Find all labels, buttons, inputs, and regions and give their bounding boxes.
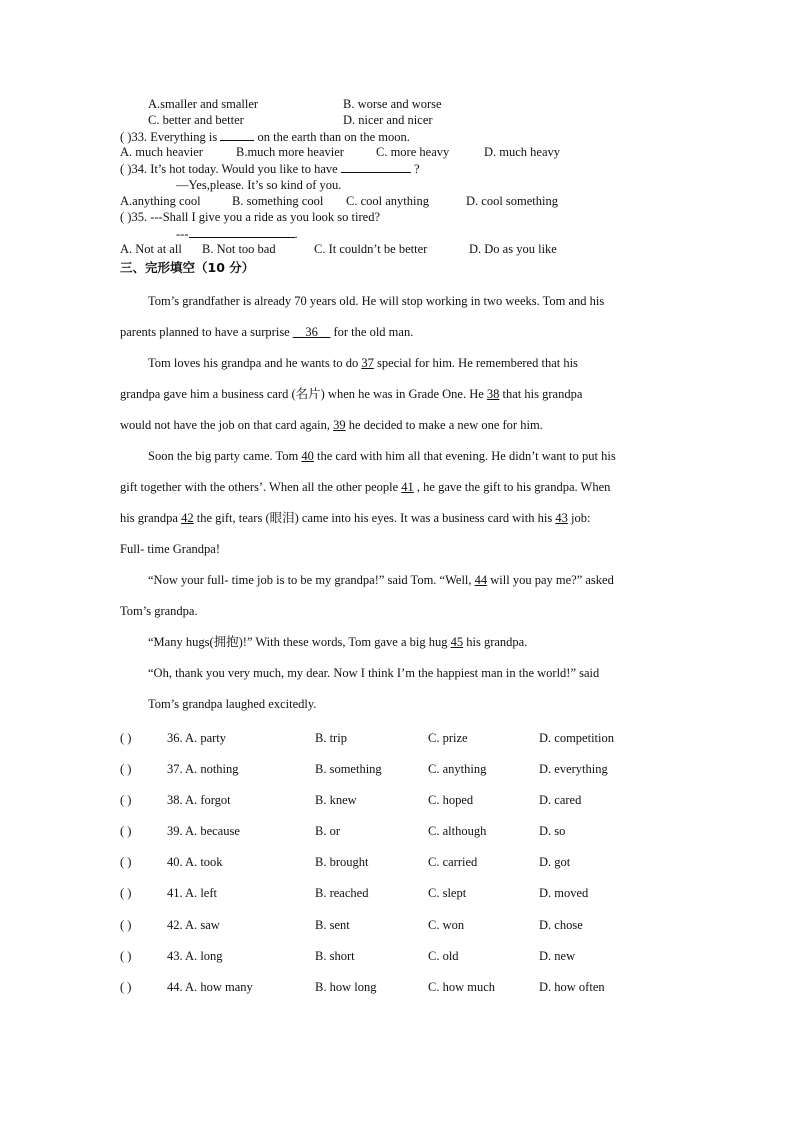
answer-paren[interactable]: ( ) <box>120 949 132 963</box>
choice-row <box>120 731 680 747</box>
blank-45: 45 <box>450 635 464 649</box>
answer-blank[interactable] <box>220 128 254 141</box>
choice-b: B. short <box>315 949 355 963</box>
passage-line <box>120 503 674 534</box>
passage-text: that his grandpa <box>499 387 583 401</box>
choice-a: 41. A. left <box>167 886 217 900</box>
passage-text: the card with him all that evening. He didn’t want to put his <box>313 449 616 463</box>
choice-d: D. competition <box>539 731 614 745</box>
passage-line: Full- time Grandpa! <box>120 542 220 556</box>
answer-paren[interactable]: ( ) <box>120 793 132 807</box>
passage-line <box>120 472 674 503</box>
option-b: B. something cool <box>232 194 324 208</box>
answer-paren[interactable]: ( ) <box>120 980 132 994</box>
choice-c: C. carried <box>428 855 478 869</box>
passage-line: “Oh, thank you very much, my dear. Now I think I’m the happiest man in the world!” said <box>148 666 600 680</box>
blank-41: 41 <box>401 480 414 494</box>
option-b: B. worse and worse <box>343 97 442 111</box>
choice-d: D. so <box>539 824 566 838</box>
answer-blank[interactable] <box>189 225 295 238</box>
choice-d: D. moved <box>539 886 589 900</box>
choice-row <box>120 793 680 809</box>
choice-a: 36. A. party <box>167 731 227 745</box>
choice-a: 37. A. nothing <box>167 762 239 776</box>
blank-42: 42 <box>181 511 194 525</box>
passage-line: Tom’s grandpa. <box>120 604 198 618</box>
question-33 <box>120 128 410 145</box>
option-b: B.much more heavier <box>236 145 344 159</box>
passage-text: his grandpa. <box>463 635 528 649</box>
cloze-passage <box>120 286 674 720</box>
passage-text: the gift, tears (眼泪) came into his eyes. It was a business card with his <box>193 511 556 525</box>
choice-b: B. sent <box>315 918 350 932</box>
answer-paren[interactable]: ( ) <box>120 886 132 900</box>
blank-43: 43 <box>555 511 568 525</box>
passage-text: he decided to make a new one for him. <box>345 418 543 432</box>
choice-d: D. how often <box>539 980 605 994</box>
option-d: D. nicer and nicer <box>343 113 433 127</box>
option-a: A. Not at all <box>120 242 182 256</box>
question-35-reply <box>176 225 298 242</box>
choice-c: C. hoped <box>428 793 474 807</box>
passage-text: for the old man. <box>330 325 414 339</box>
choice-a: 40. A. took <box>167 855 223 869</box>
choice-c: C. although <box>428 824 487 838</box>
choice-a: 38. A. forgot <box>167 793 231 807</box>
choice-b: B. trip <box>315 731 347 745</box>
choice-a: 42. A. saw <box>167 918 220 932</box>
passage-text: his grandpa <box>120 511 182 525</box>
answer-paren[interactable]: ( ) <box>120 855 132 869</box>
blank-39: 39 <box>333 418 346 432</box>
choice-d: D. cared <box>539 793 582 807</box>
passage-text: gift together with the others’. When all the other people <box>120 480 402 494</box>
passage-line <box>120 379 674 410</box>
choice-d: D. everything <box>539 762 608 776</box>
passage-line <box>120 410 674 441</box>
choice-row <box>120 855 680 871</box>
passage-text: grandpa gave him a business card (名片) when he was in Grade One. He <box>120 387 487 401</box>
question-34-reply: —Yes,please. It’s so kind of you. <box>176 178 342 192</box>
blank-40: 40 <box>301 449 314 463</box>
choice-b: B. knew <box>315 793 357 807</box>
question-34-stem-post: ? <box>410 162 420 176</box>
blank-36: __36__ <box>292 325 331 339</box>
choice-c: C. anything <box>428 762 487 776</box>
passage-text: “Many hugs(拥抱)!” With these words, Tom gave a big hug <box>148 635 451 649</box>
section-title: 三、完形填空（10 分） <box>120 260 255 275</box>
passage-text: Tom loves his grandpa and he wants to do <box>148 356 362 370</box>
question-34-stem-pre: ( )34. It’s hot today. Would you like to have <box>120 162 341 176</box>
passage-line <box>120 441 674 472</box>
option-a: A. much heavier <box>120 145 203 159</box>
choice-c: C. slept <box>428 886 467 900</box>
question-33-stem-pre: ( )33. Everything is <box>120 130 221 144</box>
passage-line <box>120 565 674 596</box>
blank-37: 37 <box>361 356 374 370</box>
passage-line <box>120 317 674 348</box>
choice-row <box>120 949 680 965</box>
option-a: A.smaller and smaller <box>148 97 259 111</box>
choice-d: D. got <box>539 855 571 869</box>
choice-a: 43. A. long <box>167 949 223 963</box>
question-33-stem-post: on the earth than on the moon. <box>254 130 410 144</box>
passage-text: will you pay me?” asked <box>487 573 614 587</box>
passage-line: Tom’s grandpa laughed excitedly. <box>148 697 317 711</box>
choice-b: B. something <box>315 762 382 776</box>
question-35-reply-pre: --- <box>176 227 189 241</box>
choice-c: C. how much <box>428 980 496 994</box>
answer-blank[interactable] <box>341 160 411 173</box>
passage-text: job: <box>567 511 591 525</box>
option-c: C. more heavy <box>376 145 450 159</box>
option-d: D. Do as you like <box>469 242 557 256</box>
question-35: ( )35. ---Shall I give you a ride as you look so tired? <box>120 210 381 224</box>
choice-b: B. reached <box>315 886 369 900</box>
passage-line: Tom’s grandfather is already 70 years old. He will stop working in two weeks. Tom and his <box>148 294 605 308</box>
option-a: A.anything cool <box>120 194 201 208</box>
choice-row <box>120 980 680 996</box>
choice-row <box>120 918 680 934</box>
passage-line <box>120 348 674 379</box>
passage-text: special for him. He remembered that his <box>373 356 578 370</box>
choice-b: B. how long <box>315 980 377 994</box>
choice-b: B. or <box>315 824 340 838</box>
passage-text: Soon the big party came. Tom <box>148 449 302 463</box>
passage-text: would not have the job on that card again, <box>120 418 334 432</box>
choice-row <box>120 762 680 778</box>
option-d: D. much heavy <box>484 145 561 159</box>
choice-b: B. brought <box>315 855 369 869</box>
choice-a: 39. A. because <box>167 824 240 838</box>
option-c: C. It couldn’t be better <box>314 242 428 256</box>
blank-44: 44 <box>474 573 488 587</box>
choice-c: C. won <box>428 918 465 932</box>
passage-line <box>120 627 674 658</box>
option-c: C. better and better <box>148 113 244 127</box>
choice-row <box>120 824 680 840</box>
answer-paren[interactable]: ( ) <box>120 918 132 932</box>
passage-text: “Now your full- time job is to be my grandpa!” said Tom. “Well, <box>148 573 475 587</box>
choice-c: C. prize <box>428 731 468 745</box>
answer-paren[interactable]: ( ) <box>120 731 132 745</box>
question-34 <box>120 160 420 177</box>
passage-text: , he gave the gift to his grandpa. When <box>413 480 611 494</box>
option-b: B. Not too bad <box>202 242 276 256</box>
choice-d: D. chose <box>539 918 583 932</box>
passage-text: parents planned to have a surprise <box>120 325 293 339</box>
question-35-reply-post: . <box>294 227 298 241</box>
choice-c: C. old <box>428 949 459 963</box>
choice-d: D. new <box>539 949 576 963</box>
blank-38: 38 <box>486 387 500 401</box>
answer-paren[interactable]: ( ) <box>120 824 132 838</box>
choice-a: 44. A. how many <box>167 980 253 994</box>
option-c: C. cool anything <box>346 194 429 208</box>
answer-paren[interactable]: ( ) <box>120 762 132 776</box>
option-d: D. cool something <box>466 194 559 208</box>
choice-row <box>120 886 680 902</box>
